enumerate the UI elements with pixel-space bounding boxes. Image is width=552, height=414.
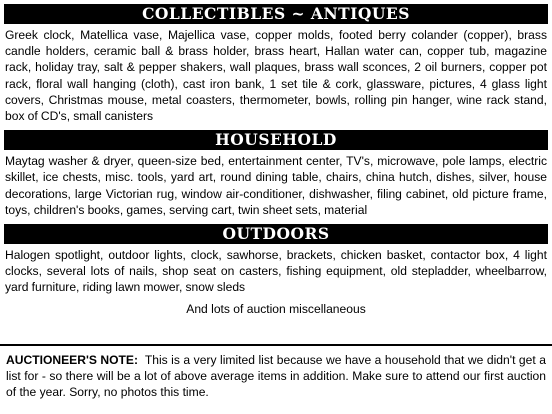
section-heading-collectibles: COLLECTIBLES ~ ANTIQUES	[4, 4, 548, 24]
section-items-outdoors: Halogen spotlight, outdoor lights, clock, sawhorse, brackets, chicken basket, contactor box, 4 light clocks, several lots of nails, shop seat on casters, fishing equipment, old stepladder, wheelbarrow, yard furniture, riding lawn mower, snow sleds	[5, 248, 547, 295]
misc-line: And lots of auction miscellaneous	[186, 301, 366, 316]
section-heading-household: HOUSEHOLD	[4, 130, 548, 150]
section-heading-outdoors: OUTDOORS	[4, 224, 548, 244]
auctioneer-note	[0, 344, 552, 401]
section-items-household: Maytag washer & dryer, queen-size bed, entertainment center, TV's, microwave, pole lamps, electric skillet, ice chests, misc. tools, yard art, round dining table, chairs, china hutch, dishes, silver, house decorations, large Victorian rug, window air-conditioner, dishwasher, filing cabinet, old picture frame, toys, children's books, games, serving cart, twin sheet sets, material	[5, 154, 547, 217]
auctioneer-note-label: AUCTIONEER'S NOTE:	[6, 353, 139, 367]
section-items-collectibles: Greek clock, Matellica vase, Majellica vase, copper molds, footed berry colander (copper), brass candle holders, ceramic ball & brass holder, brass heart, Hallan water can, copper tub, magazine rack, holiday tray, salt & pepper shakers, wall plaques, brass wall sconces, 2 oil burners, copper pot rack, floral wall hanging (cloth), cast iron bank, 1 set tile & cork, glassware, pictures, 4 glass light covers, Christmas mouse, metal coasters, thermometer, bowls, rolling pin hanger, wine rack stand, box of CD's, small canisters	[5, 28, 547, 124]
auctioneer-note-text: This is a very limited list because we have a household that we didn't get a list for - so there will be a lot of above average items in addition. Make sure to attend our first auction of the year. Sorry, no photos this time.	[6, 353, 546, 400]
